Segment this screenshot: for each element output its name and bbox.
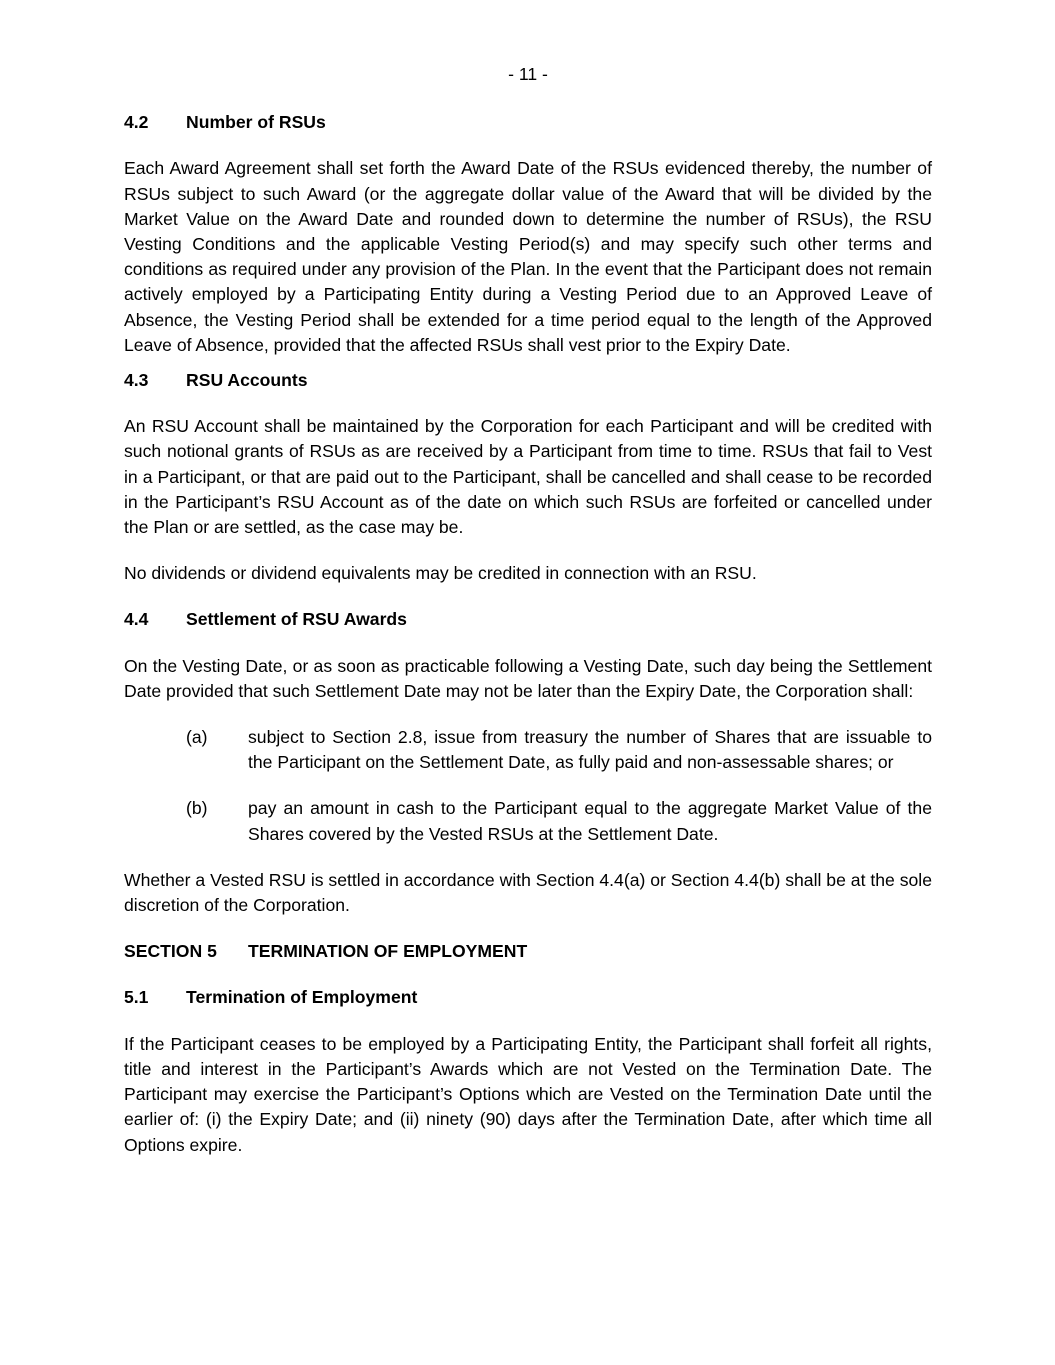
paragraph-number-of-rsus: Each Award Agreement shall set forth the Award Date of the RSUs evidenced thereby, the number of RSUs subject to such Award (or the aggregate dollar value of the Award that will be divided by the Market Value on the Award Date and rounded down to determine the number of RSUs), the RSU Vesting Conditions and the applicable Vesting Period(s) and may specify such other terms and conditions as required under any provision of the Plan. In the event that the Participant does not remain actively employed by a Participating Entity during a Vesting Period due to an Approved Leave of Absence, the Vesting Period shall be extended for a time period equal to the length of the Approved Leave of Absence, provided that the affected RSUs shall vest prior to the Expiry Date. xyxy=(124,158,932,355)
heading-title: Settlement of RSU Awards xyxy=(186,609,407,630)
paragraph-no-dividends: No dividends or dividend equivalents may be credited in connection with an RSU. xyxy=(124,563,757,584)
list-item-text: pay an amount in cash to the Participant equal to the aggregate Market Value of the Shares covered by the Vested RSUs at the Settlement Date. xyxy=(248,798,932,844)
list-marker: (b) xyxy=(186,798,208,819)
list-item-b xyxy=(124,796,932,846)
paragraph-termination: If the Participant ceases to be employed by a Participating Entity, the Participant shall forfeit all rights, title and interest in the Participant’s Awards which are not Vested on the Termination Date. The Participant may exercise the Participant’s Options which are Vested on the Termination Date until the earlier of: (i) the Expiry Date; and (ii) ninety (90) days after the Termination Date, after which time all Options expire. xyxy=(124,1033,932,1155)
document-page xyxy=(124,62,932,1179)
heading-title: Termination of Employment xyxy=(186,987,418,1008)
heading-number: 4.3 xyxy=(124,370,149,391)
paragraph-settlement-discretion: Whether a Vested RSU is settled in accordance with Section 4.4(a) or Section 4.4(b) shall be at the sole discretion of the Corporation. xyxy=(124,869,932,916)
heading-number: SECTION 5 xyxy=(124,941,217,962)
page-number: - 11 - xyxy=(508,64,548,84)
heading-number: 5.1 xyxy=(124,987,149,1008)
heading-5-1 xyxy=(124,985,932,1010)
heading-number: 4.2 xyxy=(124,112,149,133)
heading-title: RSU Accounts xyxy=(186,370,308,391)
heading-number: 4.4 xyxy=(124,609,149,630)
paragraph-settlement: On the Vesting Date, or as soon as practicable following a Vesting Date, such day being the Settlement Date provided that such Settlement Date may not be later than the Expiry Date, the Corporation shall: xyxy=(124,655,932,701)
list-marker: (a) xyxy=(186,727,208,748)
heading-4-4 xyxy=(124,607,932,632)
paragraph-rsu-accounts: An RSU Account shall be maintained by the Corporation for each Participant and will be credited with such notional grants of RSUs as are received by a Participant from time to time. RSUs that fail to Vest in a Participant, or that are paid out to the Participant, shall be cancelled and shall cease to be recorded in the Participant’s RSU Account as of the date on which such RSUs are forfeited or cancelled under the Plan or are settled, as the case may be. xyxy=(124,416,932,538)
heading-4-3 xyxy=(124,368,932,393)
heading-title: TERMINATION OF EMPLOYMENT xyxy=(248,941,528,962)
heading-title: Number of RSUs xyxy=(186,112,326,133)
heading-4-2 xyxy=(124,110,932,135)
heading-section-5 xyxy=(124,939,932,964)
list-item-text: subject to Section 2.8, issue from treasury the number of Shares that are issuable to the Participant on the Settlement Date, as fully paid and non-assessable shares; or xyxy=(248,727,932,773)
list-item-a xyxy=(124,725,932,775)
